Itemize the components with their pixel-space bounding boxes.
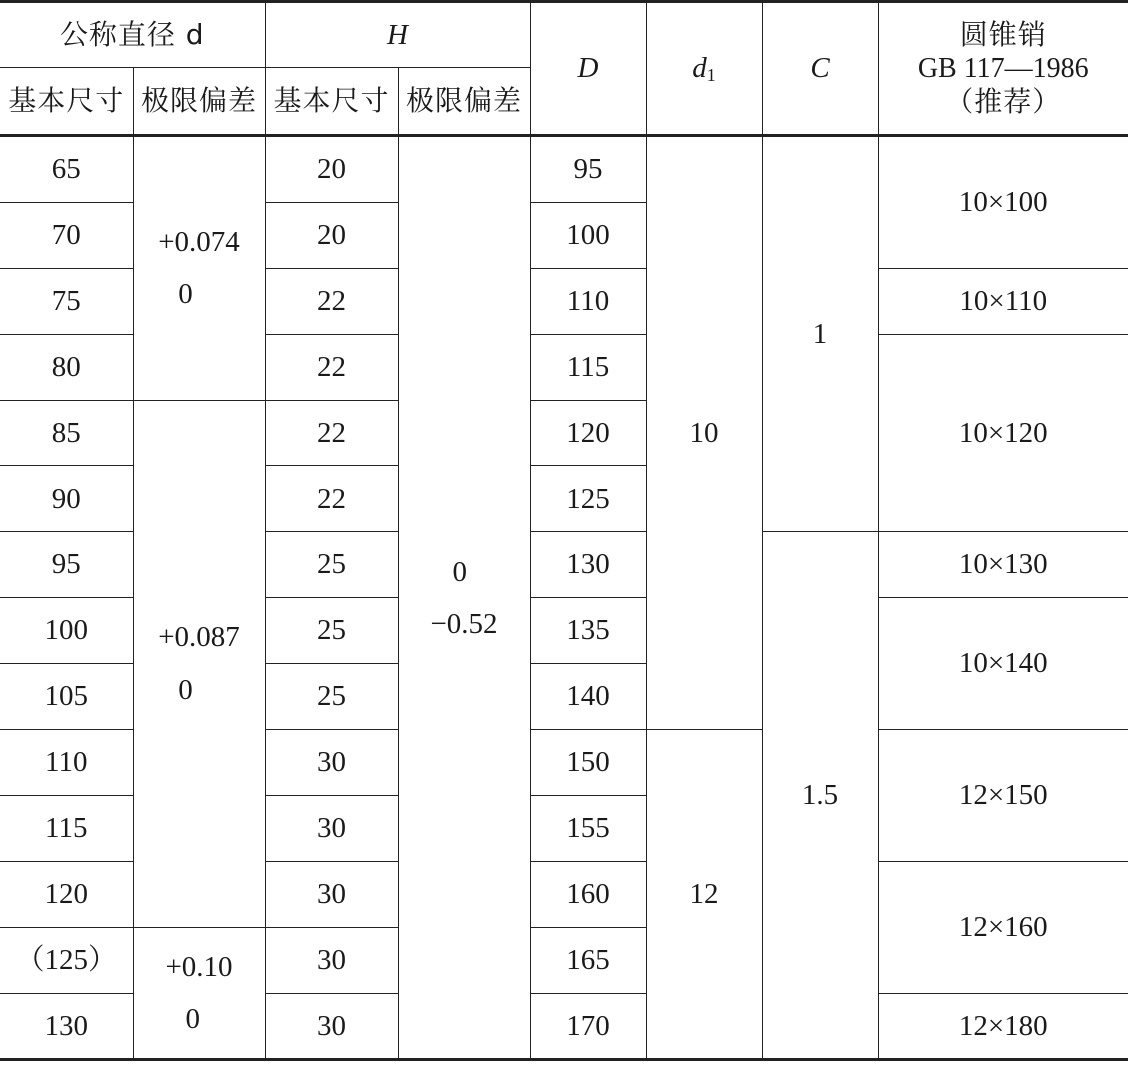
cell-d: 90: [0, 466, 133, 532]
d-tol-lower: 0: [178, 673, 193, 706]
H-tol-upper: 0: [452, 555, 467, 588]
cell-cone-pin: 12×150: [878, 730, 1128, 862]
cell-D: 100: [530, 202, 646, 268]
cell-H-tolerance: [398, 136, 530, 1060]
cell-d1: 12: [646, 730, 762, 1060]
cell-H: 22: [265, 334, 398, 400]
cell-d: 65: [0, 136, 133, 203]
header-D: D: [530, 2, 646, 136]
cell-D: 170: [530, 993, 646, 1060]
H-tol-lower: −0.52: [430, 607, 498, 640]
cell-d-tolerance: [133, 400, 265, 927]
cell-cone-pin: 10×130: [878, 532, 1128, 598]
cell-cone-pin: 12×160: [878, 861, 1128, 993]
header-C: C: [762, 2, 878, 136]
cell-H: 25: [265, 664, 398, 730]
header-basic-size-d: 基本尺寸: [0, 68, 133, 136]
cell-H: 30: [265, 795, 398, 861]
cell-H: 25: [265, 598, 398, 664]
header-cone-pin-line2: GB 117—1986: [917, 52, 1089, 84]
cell-D: 160: [530, 861, 646, 927]
header-cone-pin: [878, 2, 1128, 136]
cell-d: 130: [0, 993, 133, 1060]
cell-H: 30: [265, 993, 398, 1060]
cell-D: 115: [530, 334, 646, 400]
cell-H: 20: [265, 202, 398, 268]
cell-D: 120: [530, 400, 646, 466]
cell-C: 1.5: [762, 532, 878, 1060]
cell-d: 95: [0, 532, 133, 598]
cell-d: （125）: [0, 927, 133, 993]
header-nominal-diameter: [0, 2, 265, 68]
cell-d: 120: [0, 861, 133, 927]
cell-d: 100: [0, 598, 133, 664]
cell-cone-pin: 12×180: [878, 993, 1128, 1060]
table-row: [0, 136, 1128, 203]
cell-D: 110: [530, 268, 646, 334]
header-d1-sub: 1: [706, 64, 716, 85]
header-nominal-diameter-text: 公称直径 d: [59, 17, 205, 51]
cell-d: 80: [0, 334, 133, 400]
header-limit-dev-d: 极限偏差: [133, 68, 265, 136]
d-tol-upper: +0.087: [158, 621, 240, 654]
cell-H: 22: [265, 400, 398, 466]
cell-d-tolerance: [133, 927, 265, 1060]
cell-H: 22: [265, 466, 398, 532]
cell-H: 30: [265, 927, 398, 993]
cell-cone-pin: 10×110: [878, 268, 1128, 334]
cell-H: 20: [265, 136, 398, 203]
cell-d: 105: [0, 664, 133, 730]
cell-d: 115: [0, 795, 133, 861]
cell-d1: 10: [646, 136, 762, 730]
cell-D: 150: [530, 730, 646, 796]
cell-D: 140: [530, 664, 646, 730]
cell-D: 95: [530, 136, 646, 203]
cell-D: 155: [530, 795, 646, 861]
cell-H: 30: [265, 861, 398, 927]
header-row-1: [0, 2, 1128, 68]
cell-D: 130: [530, 532, 646, 598]
cell-d-tolerance: [133, 136, 265, 401]
d-tol-upper: +0.10: [165, 950, 233, 983]
cell-d: 110: [0, 730, 133, 796]
cell-H: 30: [265, 730, 398, 796]
header-limit-dev-H: 极限偏差: [398, 68, 530, 136]
header-d1: [646, 2, 762, 136]
cell-cone-pin: 10×140: [878, 598, 1128, 730]
cell-cone-pin: 10×120: [878, 334, 1128, 532]
header-d1-base: d: [692, 51, 707, 84]
cell-d: 75: [0, 268, 133, 334]
cell-D: 165: [530, 927, 646, 993]
cell-cone-pin: 10×100: [878, 136, 1128, 269]
header-basic-size-H: 基本尺寸: [265, 68, 398, 136]
cell-D: 135: [530, 598, 646, 664]
header-cone-pin-line3: （推荐）: [945, 85, 1062, 119]
cell-d: 70: [0, 202, 133, 268]
cell-H: 25: [265, 532, 398, 598]
cell-D: 125: [530, 466, 646, 532]
header-H: H: [265, 2, 530, 68]
d-tol-lower: 0: [178, 278, 193, 311]
cell-C: 1: [762, 136, 878, 532]
cell-d: 85: [0, 400, 133, 466]
header-cone-pin-line1: 圆锥销: [959, 18, 1047, 52]
d-tol-lower: 0: [185, 1003, 200, 1036]
d-tol-upper: +0.074: [158, 226, 240, 259]
cell-H: 22: [265, 268, 398, 334]
